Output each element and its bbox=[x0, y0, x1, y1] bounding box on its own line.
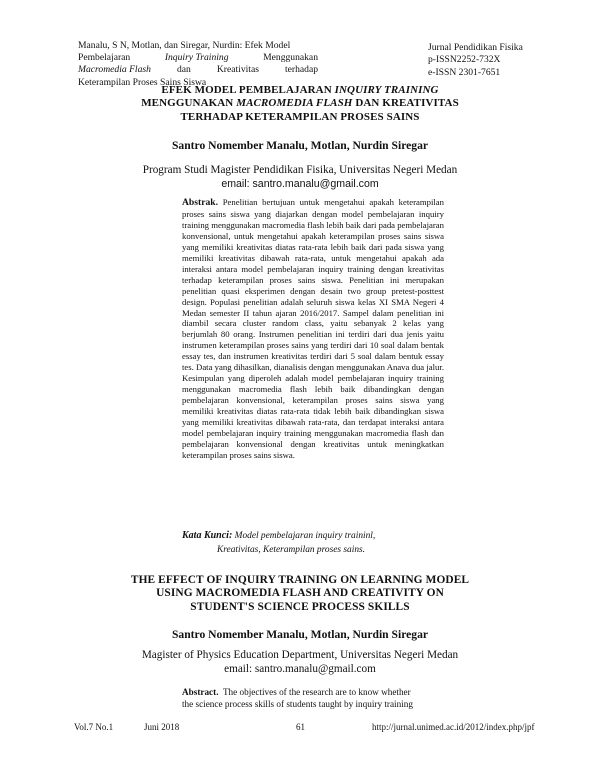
citation-word: terhadap bbox=[284, 64, 318, 76]
citation-word: Macromedia Flash bbox=[78, 64, 151, 76]
footer-url[interactable]: http://jurnal.unimed.ac.id/2012/index.php/jpf bbox=[372, 722, 535, 732]
title-text: MENGGUNAKAN bbox=[141, 97, 234, 110]
paper-title-id bbox=[60, 84, 540, 124]
affiliation-en bbox=[60, 648, 540, 676]
citation-word: Kreativitas bbox=[216, 64, 259, 76]
keywords-line-1: Model pembelajaran inquiry traininl, bbox=[234, 531, 376, 541]
electronic-issn: e-ISSN 2301-7651 bbox=[428, 66, 501, 78]
citation-word: Menggunakan bbox=[263, 52, 318, 64]
footer-volume: Vol.7 No.1 bbox=[74, 722, 114, 732]
title-id-line-3: TERHADAP KETERAMPILAN PROSES SAINS bbox=[180, 110, 420, 123]
journal-name: Jurnal Pendidikan Fisika bbox=[428, 42, 523, 53]
abstract-label: Abstrak bbox=[182, 197, 216, 208]
affiliation-text: Magister of Physics Education Department, Universitas Negeri Medan bbox=[141, 649, 459, 661]
abstract-id: Abstrak. Penelitian bertujuan untuk mengetahui apakah keterampilan proses sains siswa yang diajarkan dengan model pembelajaran inquiry training menggunakan macromedia flash lebih baik dari pada pembelajaran konvensional, untuk mengetahui apakah keterampilan proses sains siswa yang memiliki kreativitas diatas rata-rata lebih baik dari pada siswa yang memiliki kreativitas dibawah rata-rata, untuk mengetahui apakah ada interaksi antara model pembelajaran inquiry training dengan kreativitas terhadap keterampilan proses sains siswa. Penelitian ini merupakan penelitian quasi eksperimen dengan desain two group pretest-posttest design. Populasi penelitian adalah seluruh siswa kelas XI SMA Negeri 4 Medan semester II tahun ajaran 2016/2017. Sampel dalam penelitian ini diambil secara cluster random class, yaitu sebanyak 2 kelas yang berjumlah 80 orang. Instrumen penelitian ini terdiri dari dua jenis yaitu instrumen keterampilan proses sains yang terdiri dari 10 soal dalam bentak essay tes, dan instrumen kreativitas terdiri dari 5 soal dalam bentuk essay tes. Data yang dihasilkan, dianalisis dengan menggunakan Anava dua jalur. Kesimpulan yang diperoleh adalah model pembelajaran inquiry training menggunakan macromedia flash lebih baik dibandingkan dengan pembelajaran konvensional, keterampilan proses sains siswa yang memiliki kreativitas diatas rata-rata tidak lebih baik dibandingkan siswa yang memiliki kreativitas dibawah rata-rata, dan terdapat interaksi antara model pembelajaran inquiry training menggunakan macromedia flash dan pembelajaran konvensional dengan kreativitas untuk meningkatkan keterampilan proses sains siswa. bbox=[182, 197, 445, 460]
citation-line-1: Manalu, S N, Motlan, dan Siregar, Nurdin: Efek Model bbox=[78, 40, 291, 51]
abstract-line-2: the science process skills of students taught by inquiry training bbox=[182, 698, 413, 709]
footer-date: Juni 2018 bbox=[144, 722, 180, 732]
paper-title-en bbox=[60, 574, 540, 614]
abstract-line-1: The objectives of the research are to know whether bbox=[222, 687, 411, 697]
running-header-citation bbox=[78, 40, 318, 89]
page-number: 61 bbox=[296, 722, 305, 732]
affiliation-text: Program Studi Magister Pendidikan Fisika, Universitas Negeri Medan bbox=[142, 164, 458, 176]
title-en-line-2: USING MACROMEDIA FLASH AND CREATIVITY ON bbox=[156, 587, 444, 600]
journal-info bbox=[428, 42, 523, 79]
citation-word: Pembelajaran bbox=[78, 52, 131, 64]
title-en-line-1: THE EFFECT OF INQUIRY TRAINING ON LEARNING MODEL bbox=[130, 574, 470, 586]
title-text: EFEK MODEL PEMBELAJARAN bbox=[161, 84, 332, 96]
authors-id: Santro Nomember Manalu, Motlan, Nurdin Siregar bbox=[171, 139, 429, 152]
citation-line-2 bbox=[78, 52, 318, 64]
authors-en: Santro Nomember Manalu, Motlan, Nurdin Siregar bbox=[171, 628, 429, 641]
title-text: DAN KREATIVITAS bbox=[355, 97, 459, 110]
abstract-en bbox=[182, 687, 452, 710]
citation-line-4: Keterampilan Proses Sains Siswa bbox=[78, 76, 207, 88]
title-id-line-1 bbox=[60, 84, 540, 97]
citation-line-3 bbox=[78, 64, 318, 76]
title-text: INQUIRY TRAINING bbox=[334, 84, 439, 96]
citation-word: dan bbox=[176, 64, 191, 76]
affiliation-id bbox=[60, 163, 540, 191]
keywords bbox=[182, 529, 462, 557]
title-id-line-2 bbox=[60, 97, 540, 110]
keywords-label: Kata Kunci: bbox=[182, 530, 233, 541]
citation-word: Inquiry Training bbox=[164, 52, 229, 64]
author-email: email: santro.manalu@gmail.com bbox=[221, 178, 379, 190]
print-issn: p-ISSN2252-732X bbox=[428, 54, 501, 66]
title-en-line-3: STUDENT'S SCIENCE PROCESS SKILLS bbox=[190, 600, 410, 613]
author-email: email: santro.manalu@gmail.com bbox=[224, 663, 376, 675]
abstract-label: Abstract. bbox=[182, 687, 219, 697]
title-text: MACROMEDIA FLASH bbox=[236, 97, 353, 110]
keywords-line-2: Kreativitas, Keterampilan proses sains. bbox=[217, 545, 366, 555]
abstract-body: Penelitian bertujuan untuk mengetahui apakah keterampilan proses sains siswa yang diajarkan dengan model pembelajaran inquiry training menggunakan macromedia flash lebih baik dari pada pembelajaran konvensional, untuk mengetahui apakah keterampilan proses sains siswa yang memiliki kreativitas diatas rata-rata lebih baik dari pada siswa yang memiliki kreativitas dibawah rata-rata, untuk mengetahui apakah ada interaksi antara model pembelajaran inquiry training dengan kreativitas terhadap keterampilan proses sains siswa. Penelitian ini merupakan penelitian quasi eksperimen dengan desain two group pretest-posttest design. Populasi penelitian adalah seluruh siswa kelas XI SMA Negeri 4 Medan semester II tahun ajaran 2016/2017. Sampel dalam penelitian ini diambil secara cluster random class, yaitu sebanyak 2 kelas yang berjumlah 80 orang. Instrumen penelitian ini terdiri dari dua jenis yaitu instrumen keterampilan proses sains yang terdiri dari 10 soal dalam bentak essay tes, dan instrumen kreativitas terdiri dari 5 soal dalam bentuk essay tes. Data yang dihasilkan, dianalisis dengan menggunakan Anava dua jalur. Kesimpulan yang diperoleh adalah model pembelajaran inquiry training menggunakan macromedia flash lebih baik dibandingkan dengan pembelajaran konvensional, keterampilan proses sains siswa yang memiliki kreativitas diatas rata-rata tidak lebih baik dibandingkan siswa yang memiliki kreativitas dibawah rata-rata, dan terdapat interaksi antara model pembelajaran inquiry training menggunakan macromedia flash dan pembelajaran konvensional dengan kreativitas untuk meningkatkan keterampilan proses sains siswa. bbox=[182, 197, 445, 460]
